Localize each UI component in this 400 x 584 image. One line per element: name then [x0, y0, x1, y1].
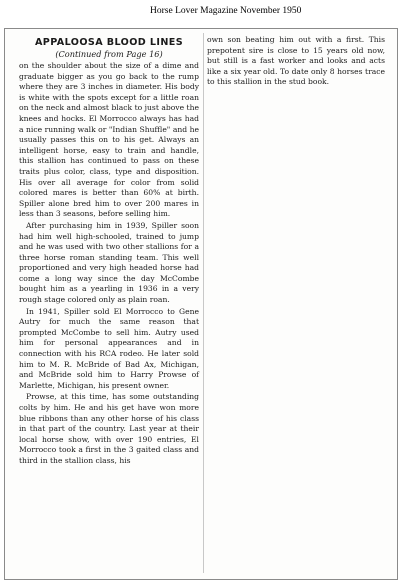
article-paragraph: on the shoulder about the size of a dime and graduate bigger as you go back to the rump where they are 3 inches in diameter. His body is white with the spots except for a little roan on the neck and almost black to just above the knees and hocks. El Morrocco always has had a nice running walk or "Indian Shuffle" and he usually passes this on to his get. Always an intelligent horse, easy to train and handle, this stallion has continued to pass on these traits plus color, class, type and disposition. His over all average for color from solid colored mares is better than 60% at birth. Spiller alone bred him to over 200 mares in less than 3 seasons, before selling him.: [19, 61, 199, 219]
article-paragraph: own son beating him out with a first. This prepotent sire is close to 15 years old now, but still is a fast worker and looks and acts like a six year old. To date only 8 horses trace to this stallion in the stud book.: [207, 35, 385, 87]
masthead: Horse Lover Magazine November 1950: [150, 6, 302, 16]
article-paragraph: In 1941, Spiller sold El Morrocco to Gene Autry for much the same reason that prompted McCombe to sell him. Autry used him for personal appearances and in connection with his RCA rodeo. He later sold him to M. R. McBride of Bad Ax, Michigan, and McBride sold him to Harry Prowse of Marlette, Michigan, his present owner.: [19, 306, 199, 390]
article-column-left: [19, 35, 199, 467]
article-paragraph: Prowse, at this time, has some outstanding colts by him. He and his get have won more blue ribbons than any other horse of his class in that part of the country. Last year at their local horse show, with over 190 entries, El Morrocco took a first in the 3 gaited class and third in the stallion class, his: [19, 392, 199, 465]
article-clipping: [4, 28, 398, 580]
article-paragraph: After purchasing him in 1939, Spiller soon had him well high-schooled, trained to jump and he was used with two other stallions for a three horse roman standing team. This well proportioned and very high headed horse had come a long way since the day McCombe bought him as a yearling in 1936 in a very rough stage colored only as plain roan.: [19, 220, 199, 305]
article-column-right: [207, 35, 385, 88]
article-heading: APPALOOSA BLOOD LINES: [34, 37, 184, 48]
column-divider: [203, 33, 204, 573]
article-subheading: (Continued from Page 16): [55, 49, 163, 59]
